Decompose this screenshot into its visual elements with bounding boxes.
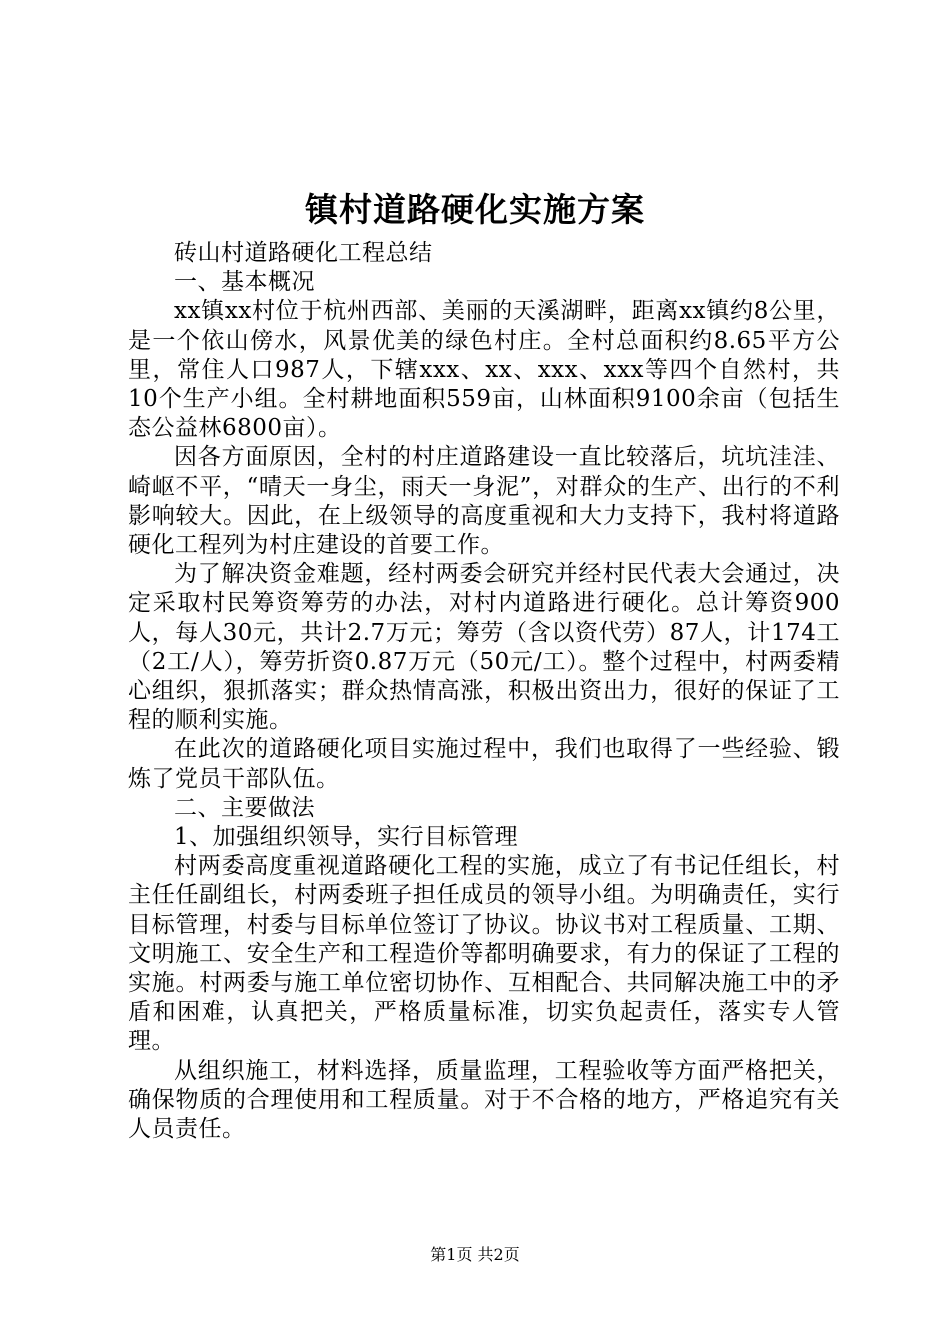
subtitle-paragraph: 砖山村道路硬化工程总结 — [174, 240, 433, 266]
paragraph-experience: 在此次的道路硬化项目实施过程中，我们也取得了一些经验、锻炼了党员干部队伍。 — [128, 736, 840, 792]
document-title: 镇村道路硬化实施方案 — [305, 190, 645, 229]
paragraph-village-profile: xx镇xx村位于杭州西部、美丽的天溪湖畔，距离xx镇约8公里，是一个依山傍水，风景优美的绿色村庄。全村总面积约8.65平方公里，常住人口987人，下辖xxx、xx、xxx、xxx等四个自然村，共10个生产小组。全村耕地面积559亩，山林面积9100余亩（包括生态公益林6800亩）。 — [128, 298, 840, 442]
page-footer: 第1页 共2页 — [430, 1245, 520, 1264]
paragraph-road-background: 因各方面原因，全村的村庄道路建设一直比较落后，坑坑洼洼、崎岖不平，“晴天一身尘，雨天一身泥”，对群众的生产、出行的不利影响较大。因此，在上级领导的高度重视和大力支持下，我村将道路硬化工程列为村庄建设的首要工作。 — [128, 444, 840, 559]
section-heading-methods: 二、主要做法 — [174, 794, 315, 821]
paragraph-leadership: 村两委高度重视道路硬化工程的实施，成立了有书记任组长，村主任任副组长，村两委班子担任成员的领导小组。为明确责任，实行目标管理，村委与目标单位签订了协议。协议书对工程质量、工期、文明施工、安全生产和工程造价等都明确要求，有力的保证了工程的实施。村两委与施工单位密切协作、互相配合、共同解决施工中的矛盾和困难，认真把关，严格质量标准，切实负起责任，落实专人管理。 — [128, 853, 840, 1055]
subsection-heading-leadership: 1、加强组织领导，实行目标管理 — [174, 824, 519, 851]
document-body — [128, 239, 840, 1144]
paragraph-funding: 为了解决资金难题，经村两委会研究并经村民代表大会通过，决定采取村民筹资筹劳的办法，对村内道路进行硬化。总计筹资900人，每人30元，共计2.7万元；筹劳（含以资代劳）87人，计174工（2工/人），筹劳折资0.87万元（50元/工）。整个过程中，村两委精心组织，狠抓落实；群众热情高涨，积极出资出力，很好的保证了工程的顺利实施。 — [128, 561, 840, 734]
section-heading-overview: 一、基本概况 — [174, 269, 315, 296]
paragraph-quality-control: 从组织施工，材料选择，质量监理，工程验收等方面严格把关，确保物质的合理使用和工程质量。对于不合格的地方，严格追究有关人员责任。 — [128, 1057, 840, 1143]
